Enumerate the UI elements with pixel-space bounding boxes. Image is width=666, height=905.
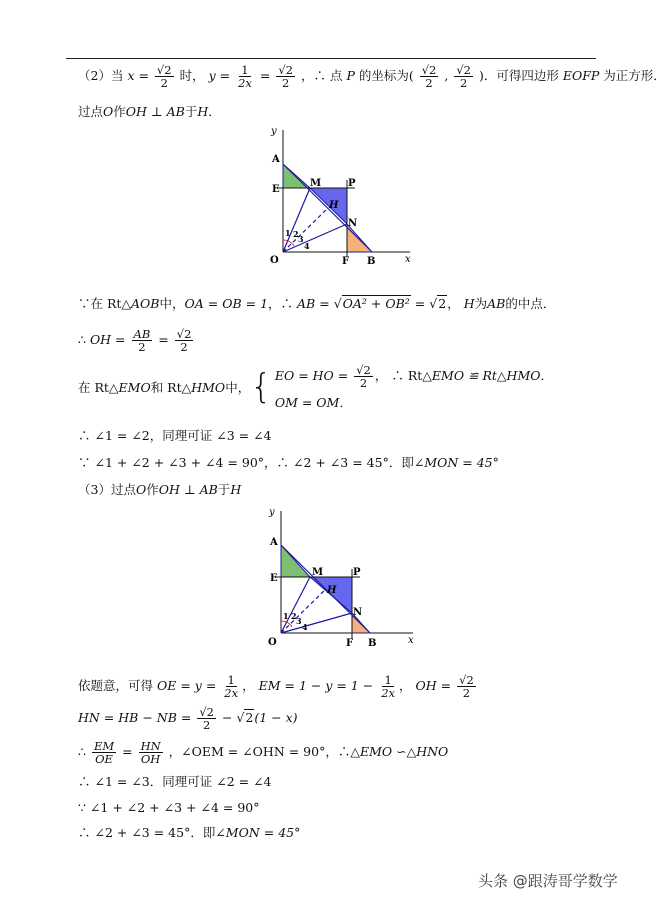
proof3-line2: HN = HB − NB = $\frac{√2}{2}$ − √2(1 − x) [78, 705, 298, 733]
fraction-sqrt2-over-2: $\frac{√2}{2}$ [156, 63, 172, 91]
label-y: y [271, 126, 277, 137]
label-angle-3: 3 [298, 234, 304, 244]
label-e: E [272, 184, 280, 195]
label-m: M [310, 178, 322, 189]
angle-arc [283, 240, 294, 246]
proof2-line4: ∴ ∠1 = ∠2，同理可证 ∠3 = ∠4 [78, 428, 272, 443]
label-angle-1: 1 [283, 611, 289, 621]
label-x: x [405, 254, 411, 265]
label-y: y [269, 507, 275, 518]
label-angle-4: 4 [304, 241, 310, 251]
label-n: N [353, 607, 363, 618]
top-rule [66, 58, 596, 59]
coord-y: $\frac{√2}{2}$ [456, 63, 471, 91]
geometry-figure-2 [248, 505, 423, 655]
fraction-sqrt2-over-2b: $\frac{√2}{2}$ [278, 63, 293, 91]
proof2-line5: ∵ ∠1 + ∠2 + ∠3 + ∠4 = 90°，∴ ∠2 + ∠3 = 45°．即∠MON = 45° [78, 455, 499, 470]
section2-line1: （2）当 x = $\frac{√2}{2}$ 时， y = $\frac{1}{2x}$ = $\frac{√2}{2}$ ，∴ 点 P 的坐标为( $\frac{√2}{2}$ , $\frac{√2}{2}$ )．可得四边形 EOFP 为正方形． [78, 63, 666, 91]
proof3-line1: 依题意，可得 OE = y = $\frac{1}{2x}$ ， EM = 1 − y = 1 − $\frac{1}{2x}$ ， OH = $\frac{√2}{2}$ [78, 673, 474, 701]
label-p: P [348, 178, 356, 189]
label-f: F [346, 638, 354, 649]
proof3-line3: ∴ $\frac{EM}{OE}$ = $\frac{HN}{OH}$ ，∠OEM = ∠OHN = 90°，∴△EMO ∽△HNO [78, 739, 449, 767]
label-n: N [348, 218, 358, 229]
label-o: O [268, 637, 277, 648]
section3-line1: （3）过点O作OH ⊥ AB于H [78, 482, 242, 497]
angle-arc [281, 621, 292, 627]
brace: { [250, 367, 272, 408]
label-p: P [353, 567, 361, 578]
proof3-line4: ∴ ∠1 = ∠3．同理可证 ∠2 = ∠4 [78, 774, 272, 789]
label-f: F [342, 256, 350, 267]
proof3-line6: ∴ ∠2 + ∠3 = 45°．即∠MON = 45° [78, 825, 301, 840]
label-b: B [367, 256, 376, 267]
label-e: E [270, 573, 278, 584]
label-o: O [270, 255, 279, 266]
label-m: M [312, 567, 324, 578]
geometry-figure-1 [250, 122, 420, 272]
label-angle-2: 2 [293, 229, 299, 239]
equation-system: EO = HO = $\frac{√2}{2}$ ， ∴ Rt△EMO ≌ Rt△HMO． OM = OM． [274, 363, 554, 411]
label-h: H [327, 585, 337, 596]
fraction-1-over-2x: $\frac{1}{2x}$ [238, 63, 252, 91]
label-x: x [408, 635, 414, 646]
label-h: H [329, 200, 339, 211]
coord-x: $\frac{√2}{2}$ [421, 63, 437, 91]
section2-line2: 过点O作OH ⊥ AB于H． [78, 104, 221, 119]
label-angle-2: 2 [291, 611, 297, 621]
watermark: 头条 @跟涛哥学数学 [478, 872, 618, 890]
label-angle-4: 4 [302, 622, 308, 632]
proof3-line5: ∵ ∠1 + ∠2 + ∠3 + ∠4 = 90° [78, 800, 260, 815]
proof2-line2: ∴ OH = $\frac{AB}{2}$ = $\frac{√2}{2}$ [78, 327, 192, 355]
label-angle-1: 1 [285, 228, 291, 238]
label-angle-3: 3 [296, 616, 302, 626]
proof2-line3: 在 Rt△ EMO 和 Rt△ HMO 中， { EO = HO = $\frac{√2}{2}$ ， ∴ Rt△EMO ≌ Rt△HMO． OM = OM． [78, 363, 554, 411]
proof2-line1: ∵在 Rt△AOB中，OA = OB = 1，∴ AB = √OA² + OB² = √2， H为AB的中点． [78, 296, 556, 311]
label-b: B [368, 638, 377, 649]
label-a: A [270, 537, 278, 548]
label-a: A [272, 154, 280, 165]
